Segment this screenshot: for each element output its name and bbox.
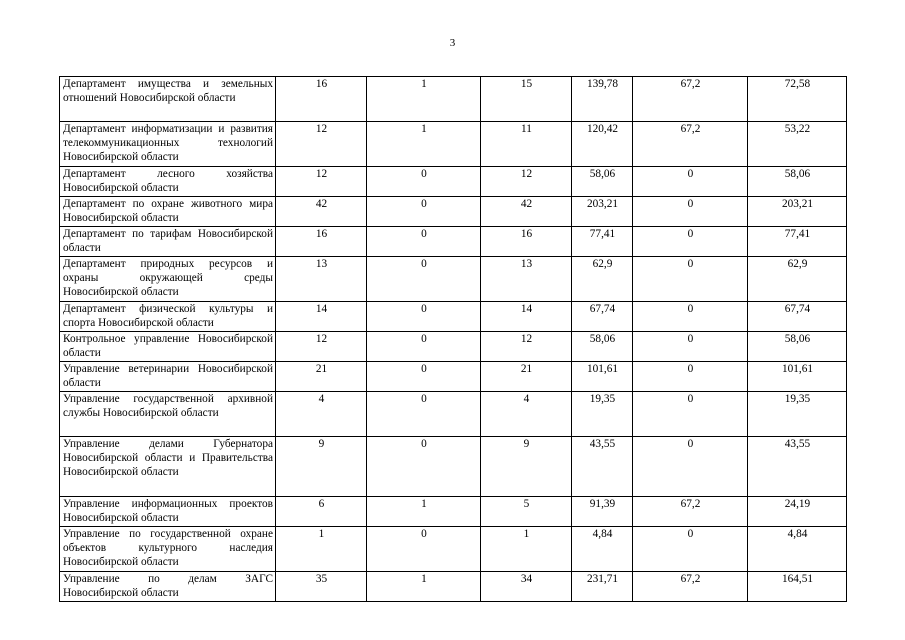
sum-b-cell: 4,84 bbox=[748, 527, 847, 572]
total-sum-cell: 120,42 bbox=[572, 122, 633, 167]
count-b-cell: 16 bbox=[481, 227, 572, 257]
sum-a-cell: 67,2 bbox=[633, 122, 748, 167]
total-count-cell: 35 bbox=[276, 572, 367, 602]
table-row bbox=[60, 77, 847, 122]
total-sum-cell: 139,78 bbox=[572, 77, 633, 122]
total-count-cell: 4 bbox=[276, 392, 367, 437]
count-b-cell: 12 bbox=[481, 167, 572, 197]
count-a-cell: 1 bbox=[367, 77, 481, 122]
sum-a-cell: 0 bbox=[633, 257, 748, 302]
count-b-cell: 5 bbox=[481, 497, 572, 527]
department-name-cell: Департамент по охране животного мира Новосибирской области bbox=[60, 197, 276, 227]
sum-b-cell: 67,74 bbox=[748, 302, 847, 332]
department-name-cell: Департамент физической культуры и спорта Новосибирской области bbox=[60, 302, 276, 332]
department-name-cell: Департамент информатизации и развития телекоммуникационных технологий Новосибирской области bbox=[60, 122, 276, 167]
count-b-cell: 34 bbox=[481, 572, 572, 602]
total-sum-cell: 231,71 bbox=[572, 572, 633, 602]
department-name-cell: Управление ветеринарии Новосибирской области bbox=[60, 362, 276, 392]
table-body bbox=[60, 77, 847, 602]
sum-a-cell: 0 bbox=[633, 167, 748, 197]
table-row bbox=[60, 392, 847, 437]
count-a-cell: 0 bbox=[367, 332, 481, 362]
sum-a-cell: 0 bbox=[633, 227, 748, 257]
count-b-cell: 9 bbox=[481, 437, 572, 497]
total-count-cell: 14 bbox=[276, 302, 367, 332]
total-count-cell: 13 bbox=[276, 257, 367, 302]
count-b-cell: 15 bbox=[481, 77, 572, 122]
table-row bbox=[60, 572, 847, 602]
table-row bbox=[60, 362, 847, 392]
total-sum-cell: 203,21 bbox=[572, 197, 633, 227]
total-sum-cell: 19,35 bbox=[572, 392, 633, 437]
total-count-cell: 12 bbox=[276, 122, 367, 167]
sum-a-cell: 67,2 bbox=[633, 77, 748, 122]
table-row bbox=[60, 197, 847, 227]
sum-b-cell: 24,19 bbox=[748, 497, 847, 527]
sum-a-cell: 0 bbox=[633, 437, 748, 497]
total-count-cell: 21 bbox=[276, 362, 367, 392]
count-a-cell: 0 bbox=[367, 257, 481, 302]
total-sum-cell: 67,74 bbox=[572, 302, 633, 332]
count-b-cell: 1 bbox=[481, 527, 572, 572]
count-b-cell: 11 bbox=[481, 122, 572, 167]
total-sum-cell: 101,61 bbox=[572, 362, 633, 392]
sum-b-cell: 62,9 bbox=[748, 257, 847, 302]
total-sum-cell: 58,06 bbox=[572, 332, 633, 362]
sum-b-cell: 203,21 bbox=[748, 197, 847, 227]
department-name-cell: Управление информационных проектов Новосибирской области bbox=[60, 497, 276, 527]
sum-a-cell: 0 bbox=[633, 302, 748, 332]
total-sum-cell: 77,41 bbox=[572, 227, 633, 257]
department-name-cell: Департамент лесного хозяйства Новосибирской области bbox=[60, 167, 276, 197]
count-a-cell: 0 bbox=[367, 527, 481, 572]
total-count-cell: 6 bbox=[276, 497, 367, 527]
count-b-cell: 42 bbox=[481, 197, 572, 227]
total-sum-cell: 4,84 bbox=[572, 527, 633, 572]
sum-b-cell: 164,51 bbox=[748, 572, 847, 602]
total-count-cell: 12 bbox=[276, 167, 367, 197]
data-table bbox=[59, 76, 847, 602]
sum-b-cell: 53,22 bbox=[748, 122, 847, 167]
department-name-cell: Департамент имущества и земельных отношений Новосибирской области bbox=[60, 77, 276, 122]
sum-a-cell: 0 bbox=[633, 197, 748, 227]
count-b-cell: 12 bbox=[481, 332, 572, 362]
sum-a-cell: 0 bbox=[633, 362, 748, 392]
count-b-cell: 13 bbox=[481, 257, 572, 302]
count-a-cell: 0 bbox=[367, 437, 481, 497]
sum-b-cell: 77,41 bbox=[748, 227, 847, 257]
count-a-cell: 0 bbox=[367, 197, 481, 227]
total-sum-cell: 43,55 bbox=[572, 437, 633, 497]
total-sum-cell: 58,06 bbox=[572, 167, 633, 197]
sum-a-cell: 0 bbox=[633, 392, 748, 437]
department-name-cell: Управление делами Губернатора Новосибирской области и Правительства Новосибирской области bbox=[60, 437, 276, 497]
sum-b-cell: 101,61 bbox=[748, 362, 847, 392]
sum-b-cell: 72,58 bbox=[748, 77, 847, 122]
department-name-cell: Управление государственной архивной службы Новосибирской области bbox=[60, 392, 276, 437]
count-a-cell: 1 bbox=[367, 572, 481, 602]
total-count-cell: 12 bbox=[276, 332, 367, 362]
table-row bbox=[60, 437, 847, 497]
count-a-cell: 0 bbox=[367, 167, 481, 197]
total-sum-cell: 91,39 bbox=[572, 497, 633, 527]
table-row bbox=[60, 497, 847, 527]
table-row bbox=[60, 122, 847, 167]
total-sum-cell: 62,9 bbox=[572, 257, 633, 302]
count-a-cell: 0 bbox=[367, 392, 481, 437]
sum-a-cell: 0 bbox=[633, 527, 748, 572]
table-row bbox=[60, 227, 847, 257]
sum-b-cell: 43,55 bbox=[748, 437, 847, 497]
table-row bbox=[60, 302, 847, 332]
department-name-cell: Управление по делам ЗАГС Новосибирской области bbox=[60, 572, 276, 602]
total-count-cell: 16 bbox=[276, 77, 367, 122]
total-count-cell: 9 bbox=[276, 437, 367, 497]
sum-b-cell: 58,06 bbox=[748, 167, 847, 197]
table-row bbox=[60, 332, 847, 362]
department-name-cell: Департамент природных ресурсов и охраны окружающей среды Новосибирской области bbox=[60, 257, 276, 302]
department-name-cell: Управление по государственной охране объектов культурного наследия Новосибирской области bbox=[60, 527, 276, 572]
count-a-cell: 0 bbox=[367, 227, 481, 257]
count-a-cell: 0 bbox=[367, 362, 481, 392]
count-a-cell: 1 bbox=[367, 122, 481, 167]
department-name-cell: Контрольное управление Новосибирской области bbox=[60, 332, 276, 362]
department-name-cell: Департамент по тарифам Новосибирской области bbox=[60, 227, 276, 257]
sum-a-cell: 67,2 bbox=[633, 497, 748, 527]
total-count-cell: 42 bbox=[276, 197, 367, 227]
count-b-cell: 4 bbox=[481, 392, 572, 437]
page-number: 3 bbox=[449, 37, 456, 49]
count-a-cell: 1 bbox=[367, 497, 481, 527]
table-row bbox=[60, 167, 847, 197]
sum-a-cell: 0 bbox=[633, 332, 748, 362]
sum-b-cell: 19,35 bbox=[748, 392, 847, 437]
table-row bbox=[60, 257, 847, 302]
sum-a-cell: 67,2 bbox=[633, 572, 748, 602]
count-b-cell: 14 bbox=[481, 302, 572, 332]
count-b-cell: 21 bbox=[481, 362, 572, 392]
total-count-cell: 1 bbox=[276, 527, 367, 572]
table-row bbox=[60, 527, 847, 572]
sum-b-cell: 58,06 bbox=[748, 332, 847, 362]
total-count-cell: 16 bbox=[276, 227, 367, 257]
count-a-cell: 0 bbox=[367, 302, 481, 332]
